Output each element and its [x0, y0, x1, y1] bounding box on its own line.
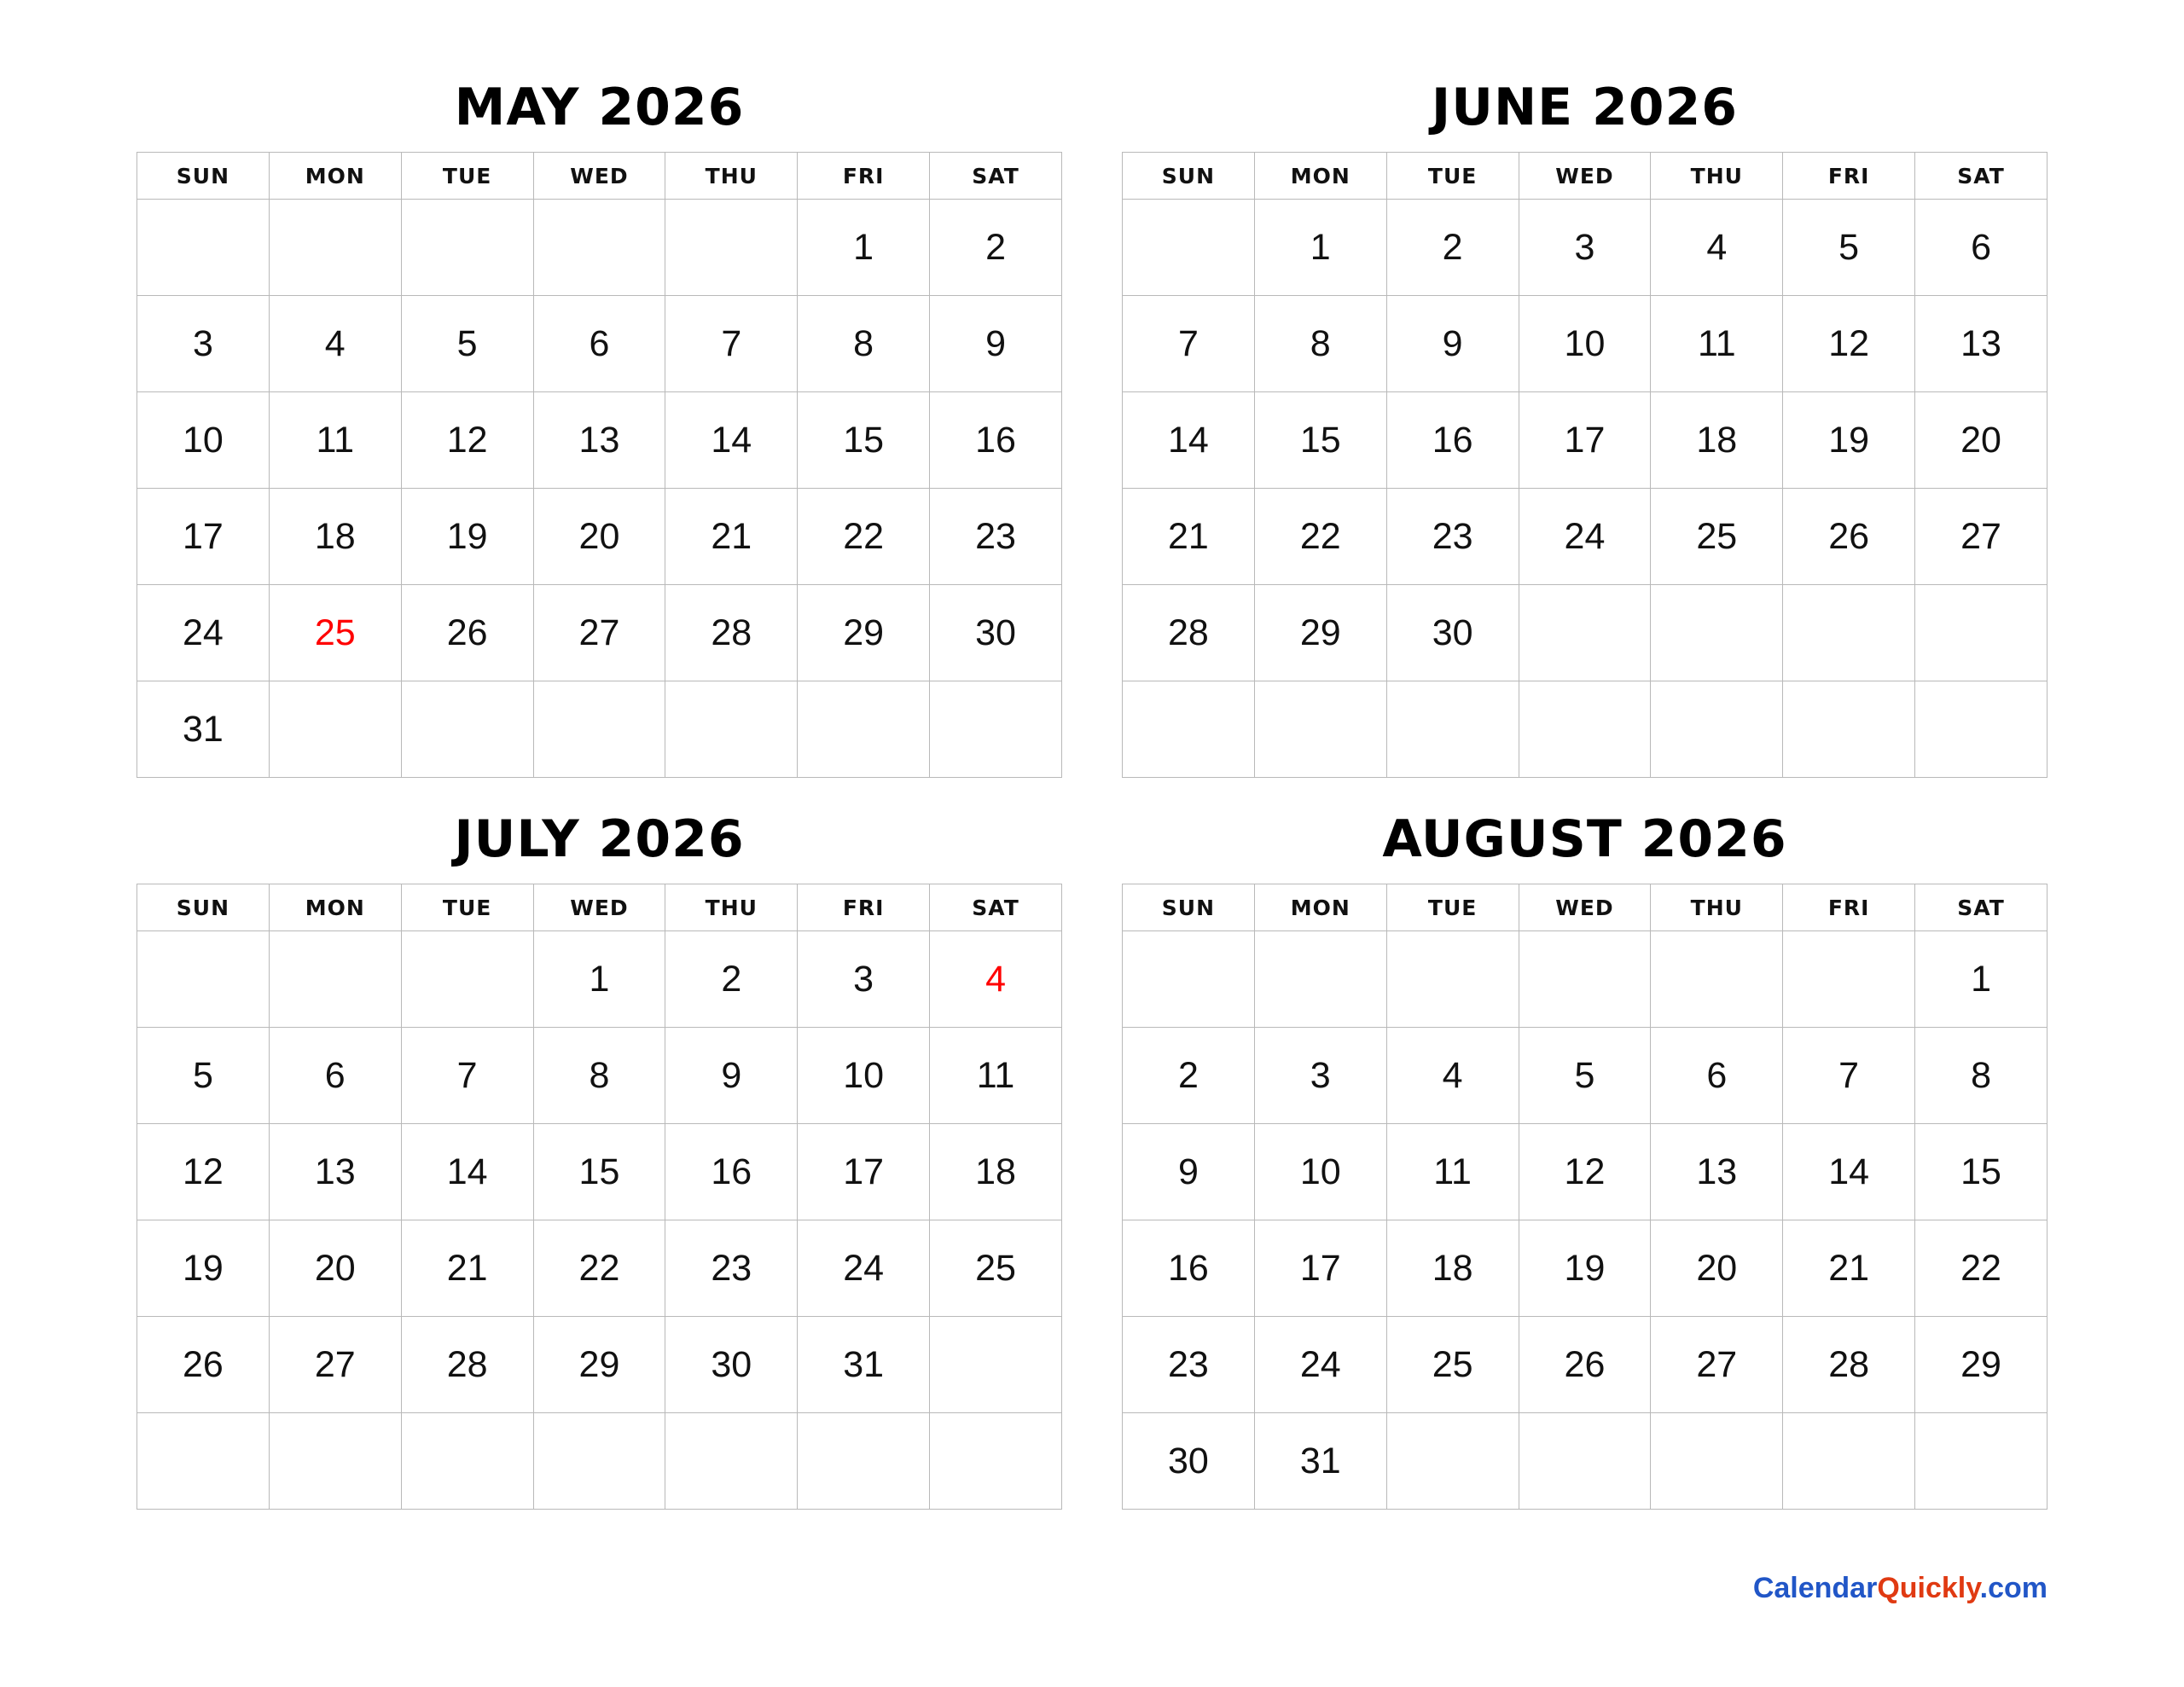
day-cell[interactable]: 5 [1783, 200, 1915, 296]
weekday-header-cell: TUE [1386, 884, 1519, 931]
week-row [137, 1124, 1062, 1220]
day-cell[interactable]: 5 [401, 296, 533, 392]
week-row [1123, 1220, 2048, 1317]
day-cell[interactable]: 31 [1254, 1413, 1386, 1510]
day-cell[interactable]: 10 [137, 392, 270, 489]
day-cell[interactable]: 15 [1254, 392, 1386, 489]
day-cell-empty [1915, 681, 2048, 778]
brand-domain-text: .com [1979, 1572, 2048, 1604]
day-cell-empty [1123, 931, 1255, 1028]
day-cell[interactable]: 18 [930, 1124, 1062, 1220]
day-cell[interactable]: 1 [1915, 931, 2048, 1028]
day-cell[interactable]: 23 [930, 489, 1062, 585]
weekday-header-cell: MON [269, 153, 401, 200]
day-cell[interactable]: 30 [1386, 585, 1519, 681]
day-cell[interactable]: 20 [269, 1220, 401, 1317]
day-cell[interactable]: 6 [1915, 200, 2048, 296]
week-row [1123, 1317, 2048, 1413]
day-cell-empty [1915, 585, 2048, 681]
site-branding [1753, 1572, 2048, 1605]
day-cell-empty [665, 681, 798, 778]
day-cell-empty [137, 931, 270, 1028]
day-cell-empty [1123, 200, 1255, 296]
day-cell[interactable]: 16 [1386, 392, 1519, 489]
day-cell[interactable]: 26 [1519, 1317, 1651, 1413]
weekday-header-cell: SAT [930, 884, 1062, 931]
month-table [136, 884, 1062, 1510]
day-cell[interactable]: 6 [1651, 1028, 1783, 1124]
day-cell[interactable]: 23 [1386, 489, 1519, 585]
day-cell[interactable]: 3 [1519, 200, 1651, 296]
day-cell[interactable]: 12 [401, 392, 533, 489]
day-cell[interactable]: 26 [1783, 489, 1915, 585]
day-cell-empty [930, 1413, 1062, 1510]
day-cell[interactable]: 4 [269, 296, 401, 392]
day-cell[interactable]: 22 [798, 489, 930, 585]
weekday-header-row [1123, 153, 2048, 200]
week-row [137, 585, 1062, 681]
weekday-header-cell: THU [665, 884, 798, 931]
day-cell[interactable]: 14 [1123, 392, 1255, 489]
brand-quickly-text: Quickly [1877, 1572, 1980, 1604]
weekday-header-cell: FRI [798, 884, 930, 931]
day-cell[interactable]: 1 [798, 200, 930, 296]
day-cell[interactable]: 16 [665, 1124, 798, 1220]
day-cell-empty [401, 681, 533, 778]
day-cell[interactable]: 15 [798, 392, 930, 489]
day-cell[interactable]: 16 [930, 392, 1062, 489]
day-cell[interactable]: 21 [1123, 489, 1255, 585]
day-cell-empty [1651, 585, 1783, 681]
day-cell[interactable]: 18 [1386, 1220, 1519, 1317]
day-cell[interactable]: 30 [930, 585, 1062, 681]
week-row [137, 392, 1062, 489]
day-cell[interactable]: 27 [1651, 1317, 1783, 1413]
weekday-header-cell: THU [1651, 884, 1783, 931]
weekday-header-cell: MON [269, 884, 401, 931]
week-row [137, 296, 1062, 392]
day-cell[interactable]: 29 [798, 585, 930, 681]
weekday-header-cell: THU [1651, 153, 1783, 200]
day-cell-empty [1783, 1413, 1915, 1510]
day-cell[interactable]: 3 [137, 296, 270, 392]
weekday-header-row [137, 884, 1062, 931]
week-row [1123, 681, 2048, 778]
month-block [136, 78, 1062, 778]
day-cell[interactable]: 21 [665, 489, 798, 585]
weekday-header-cell: SUN [137, 884, 270, 931]
day-cell-empty [269, 200, 401, 296]
day-cell[interactable]: 25 [269, 585, 401, 681]
day-cell[interactable]: 18 [269, 489, 401, 585]
day-cell[interactable]: 10 [1519, 296, 1651, 392]
weekday-header-row [1123, 884, 2048, 931]
weekday-header-cell: TUE [1386, 153, 1519, 200]
day-cell[interactable]: 17 [1519, 392, 1651, 489]
weekday-header-cell: TUE [401, 153, 533, 200]
day-cell[interactable]: 6 [269, 1028, 401, 1124]
day-cell[interactable]: 13 [1651, 1124, 1783, 1220]
day-cell-empty [930, 681, 1062, 778]
day-cell[interactable]: 22 [1915, 1220, 2048, 1317]
weekday-header-cell: THU [665, 153, 798, 200]
day-cell[interactable]: 13 [269, 1124, 401, 1220]
day-cell[interactable]: 21 [401, 1220, 533, 1317]
day-cell[interactable]: 20 [1915, 392, 2048, 489]
day-cell[interactable]: 14 [401, 1124, 533, 1220]
week-row [1123, 585, 2048, 681]
day-cell[interactable]: 9 [1386, 296, 1519, 392]
day-cell[interactable]: 31 [137, 681, 270, 778]
day-cell[interactable]: 22 [1254, 489, 1386, 585]
day-cell[interactable]: 20 [533, 489, 665, 585]
day-cell-empty [533, 681, 665, 778]
day-cell-empty [137, 200, 270, 296]
weekday-header-cell: WED [1519, 153, 1651, 200]
day-cell-empty [1254, 931, 1386, 1028]
week-row [137, 1317, 1062, 1413]
week-row [137, 1028, 1062, 1124]
day-cell-empty [1386, 681, 1519, 778]
day-cell[interactable]: 27 [533, 585, 665, 681]
month-title: AUGUST 2026 [1382, 809, 1787, 869]
day-cell-empty [401, 200, 533, 296]
day-cell-empty [1519, 681, 1651, 778]
weekday-header-cell: SAT [1915, 884, 2048, 931]
day-cell-empty [798, 681, 930, 778]
day-cell[interactable]: 26 [401, 585, 533, 681]
day-cell-empty [1915, 1413, 2048, 1510]
day-cell[interactable]: 29 [1915, 1317, 2048, 1413]
week-row [1123, 931, 2048, 1028]
day-cell-empty [1123, 681, 1255, 778]
day-cell[interactable]: 19 [137, 1220, 270, 1317]
day-cell[interactable]: 2 [930, 200, 1062, 296]
day-cell[interactable]: 1 [1254, 200, 1386, 296]
day-cell-empty [930, 1317, 1062, 1413]
week-row [1123, 296, 2048, 392]
day-cell[interactable]: 7 [665, 296, 798, 392]
weekday-header-cell: SAT [1915, 153, 2048, 200]
day-cell[interactable]: 12 [137, 1124, 270, 1220]
day-cell[interactable]: 2 [1123, 1028, 1255, 1124]
weekday-header-cell: TUE [401, 884, 533, 931]
day-cell[interactable]: 9 [665, 1028, 798, 1124]
weekday-header-cell: MON [1254, 153, 1386, 200]
day-cell[interactable]: 27 [269, 1317, 401, 1413]
day-cell[interactable]: 18 [1651, 392, 1783, 489]
day-cell-empty [269, 931, 401, 1028]
day-cell-empty [1386, 931, 1519, 1028]
week-row [1123, 392, 2048, 489]
day-cell-empty [1254, 681, 1386, 778]
day-cell[interactable]: 19 [1783, 392, 1915, 489]
day-cell[interactable]: 17 [1254, 1220, 1386, 1317]
weekday-header-cell: FRI [1783, 153, 1915, 200]
day-cell[interactable]: 26 [137, 1317, 270, 1413]
week-row [137, 1220, 1062, 1317]
day-cell-empty [798, 1413, 930, 1510]
day-cell[interactable]: 17 [137, 489, 270, 585]
week-row [137, 931, 1062, 1028]
day-cell[interactable]: 4 [1386, 1028, 1519, 1124]
day-cell[interactable]: 31 [798, 1317, 930, 1413]
week-row [1123, 489, 2048, 585]
day-cell[interactable]: 14 [1783, 1124, 1915, 1220]
day-cell-empty [665, 1413, 798, 1510]
day-cell[interactable]: 16 [1123, 1220, 1255, 1317]
day-cell[interactable]: 12 [1783, 296, 1915, 392]
day-cell-empty [1651, 931, 1783, 1028]
month-table [136, 152, 1062, 778]
month-table [1122, 884, 2048, 1510]
day-cell[interactable]: 24 [1254, 1317, 1386, 1413]
day-cell[interactable]: 25 [1386, 1317, 1519, 1413]
day-cell-empty [1783, 681, 1915, 778]
week-row [137, 1413, 1062, 1510]
day-cell[interactable]: 9 [1123, 1124, 1255, 1220]
day-cell[interactable]: 14 [665, 392, 798, 489]
day-cell[interactable]: 28 [1123, 585, 1255, 681]
month-block [1122, 809, 2048, 1510]
day-cell[interactable]: 17 [798, 1124, 930, 1220]
day-cell[interactable]: 15 [1915, 1124, 2048, 1220]
day-cell-empty [1519, 1413, 1651, 1510]
day-cell-empty [1519, 931, 1651, 1028]
day-cell[interactable]: 7 [401, 1028, 533, 1124]
day-cell[interactable]: 11 [930, 1028, 1062, 1124]
day-cell[interactable]: 13 [533, 392, 665, 489]
day-cell[interactable]: 19 [1519, 1220, 1651, 1317]
week-row [137, 489, 1062, 585]
month-table [1122, 152, 2048, 778]
weekday-header-cell: SUN [1123, 153, 1255, 200]
week-row [137, 200, 1062, 296]
day-cell-empty [137, 1413, 270, 1510]
day-cell[interactable]: 30 [665, 1317, 798, 1413]
day-cell[interactable]: 4 [1651, 200, 1783, 296]
day-cell[interactable]: 1 [533, 931, 665, 1028]
brand-calendar-text: Calendar [1752, 1572, 1878, 1604]
day-cell[interactable]: 6 [533, 296, 665, 392]
weekday-header-cell: SAT [930, 153, 1062, 200]
day-cell[interactable]: 29 [533, 1317, 665, 1413]
day-cell[interactable]: 28 [665, 585, 798, 681]
week-row [1123, 200, 2048, 296]
week-row [1123, 1124, 2048, 1220]
day-cell[interactable]: 13 [1915, 296, 2048, 392]
weekday-header-cell: FRI [1783, 884, 1915, 931]
month-block [1122, 78, 2048, 778]
day-cell[interactable]: 7 [1783, 1028, 1915, 1124]
day-cell[interactable]: 3 [798, 931, 930, 1028]
day-cell[interactable]: 23 [665, 1220, 798, 1317]
day-cell[interactable]: 28 [401, 1317, 533, 1413]
day-cell[interactable]: 10 [798, 1028, 930, 1124]
day-cell[interactable]: 3 [1254, 1028, 1386, 1124]
day-cell-empty [665, 200, 798, 296]
day-cell[interactable]: 21 [1783, 1220, 1915, 1317]
day-cell[interactable]: 8 [1254, 296, 1386, 392]
day-cell[interactable]: 30 [1123, 1413, 1255, 1510]
day-cell-empty [1651, 681, 1783, 778]
weekday-header-cell: WED [533, 884, 665, 931]
week-row [1123, 1413, 2048, 1510]
day-cell-empty [1651, 1413, 1783, 1510]
month-title: JULY 2026 [454, 809, 745, 869]
day-cell[interactable]: 27 [1915, 489, 2048, 585]
day-cell-empty [533, 200, 665, 296]
day-cell-empty [401, 931, 533, 1028]
day-cell-empty [1386, 1413, 1519, 1510]
day-cell-empty [401, 1413, 533, 1510]
day-cell[interactable]: 8 [798, 296, 930, 392]
weekday-header-cell: FRI [798, 153, 930, 200]
week-row [1123, 1028, 2048, 1124]
day-cell[interactable]: 9 [930, 296, 1062, 392]
day-cell[interactable]: 4 [930, 931, 1062, 1028]
day-cell-empty [269, 681, 401, 778]
weekday-header-cell: MON [1254, 884, 1386, 931]
day-cell[interactable]: 2 [1386, 200, 1519, 296]
day-cell[interactable]: 11 [1651, 296, 1783, 392]
day-cell-empty [1519, 585, 1651, 681]
day-cell[interactable]: 23 [1123, 1317, 1255, 1413]
day-cell-empty [269, 1413, 401, 1510]
day-cell[interactable]: 10 [1254, 1124, 1386, 1220]
weekday-header-cell: WED [1519, 884, 1651, 931]
day-cell[interactable]: 11 [269, 392, 401, 489]
day-cell-empty [1783, 931, 1915, 1028]
day-cell[interactable]: 7 [1123, 296, 1255, 392]
day-cell-empty [533, 1413, 665, 1510]
day-cell[interactable]: 5 [1519, 1028, 1651, 1124]
weekday-header-row [137, 153, 1062, 200]
day-cell[interactable]: 28 [1783, 1317, 1915, 1413]
day-cell[interactable]: 8 [1915, 1028, 2048, 1124]
day-cell[interactable]: 19 [401, 489, 533, 585]
day-cell[interactable]: 24 [1519, 489, 1651, 585]
month-title: MAY 2026 [454, 78, 745, 137]
day-cell[interactable]: 12 [1519, 1124, 1651, 1220]
day-cell[interactable]: 29 [1254, 585, 1386, 681]
day-cell[interactable]: 25 [930, 1220, 1062, 1317]
day-cell[interactable]: 11 [1386, 1124, 1519, 1220]
day-cell[interactable]: 25 [1651, 489, 1783, 585]
day-cell[interactable]: 8 [533, 1028, 665, 1124]
day-cell-empty [1783, 585, 1915, 681]
day-cell[interactable]: 24 [798, 1220, 930, 1317]
day-cell[interactable]: 22 [533, 1220, 665, 1317]
weekday-header-cell: SUN [137, 153, 270, 200]
weekday-header-cell: WED [533, 153, 665, 200]
day-cell[interactable]: 2 [665, 931, 798, 1028]
weekday-header-cell: SUN [1123, 884, 1255, 931]
month-title: JUNE 2026 [1431, 78, 1739, 137]
day-cell[interactable]: 24 [137, 585, 270, 681]
day-cell[interactable]: 15 [533, 1124, 665, 1220]
month-block [136, 809, 1062, 1510]
day-cell[interactable]: 20 [1651, 1220, 1783, 1317]
day-cell[interactable]: 5 [137, 1028, 270, 1124]
week-row [137, 681, 1062, 778]
